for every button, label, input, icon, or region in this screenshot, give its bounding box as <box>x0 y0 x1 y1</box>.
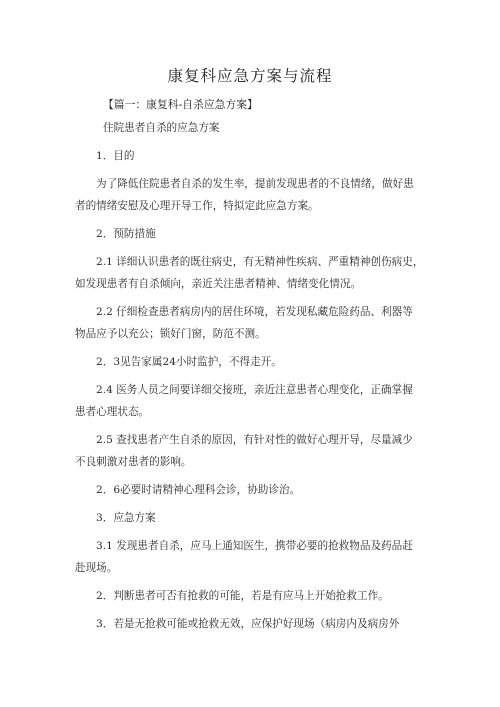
paragraph-line: 3．若是无抢救可能或抢救无效，应保护好现场（病房内及病房外 <box>96 618 400 630</box>
paragraph-line: 2．判断患者可否有抢救的可能，若是有应马上开始抢救工作。 <box>96 590 389 602</box>
paragraph-line: 住院患者自杀的应急方案 <box>103 122 220 134</box>
paragraph-line: 2．6必要时请精神心理科会诊，协助诊治。 <box>96 484 301 496</box>
paragraph-line: 2.1 详细认识患者的既往病史，有无精神性疾病、严重精神创伤病史， <box>96 256 424 268</box>
paragraph-line: 3.1 发现患者自杀，应马上通知医生，携带必要的抢救物品及药品赶 <box>96 540 413 552</box>
paragraph-line: 2.2 仔细检查患者病房内的居住环境，若发现私藏危险药品、利器等 <box>96 306 413 318</box>
paragraph-line: 2．3见告家属24小时监护，不得走开。 <box>96 356 282 368</box>
document-title: 康复科应急方案与流程 <box>167 67 333 85</box>
paragraph-line: 不良刺激对患者的影响。 <box>75 456 192 468</box>
paragraph-line: 1．目的 <box>96 150 135 162</box>
paragraph-line: 患者心理状态。 <box>75 406 150 418</box>
paragraph-line: 3．应急方案 <box>96 512 156 524</box>
paragraph-line: 2．预防措施 <box>96 228 156 240</box>
paragraph-line: 如发现患者有自杀倾向，亲近关注患者精神、情绪变化情况。 <box>75 278 362 290</box>
paragraph-line: 为了降低住院患者自杀的发生率，提前发现患者的不良情绪，做好患 <box>96 178 414 190</box>
paragraph-line: 2.5 查找患者产生自杀的原因，有针对性的做好心理开导，尽量减少 <box>96 434 413 446</box>
paragraph-line: 2.4 医务人员之间要详细交接班，亲近注意患者心理变化，正确掌握 <box>96 384 413 396</box>
paragraph-line: 者的情绪安慰及心理开导工作，特拟定此应急方案。 <box>75 200 319 212</box>
section-heading: 【篇一：康复科-自杀应急方案】 <box>103 98 258 111</box>
paragraph-line: 物品应予以充公；锁好门窗，防范不测。 <box>75 328 266 340</box>
paragraph-line: 赴现场。 <box>75 562 118 574</box>
